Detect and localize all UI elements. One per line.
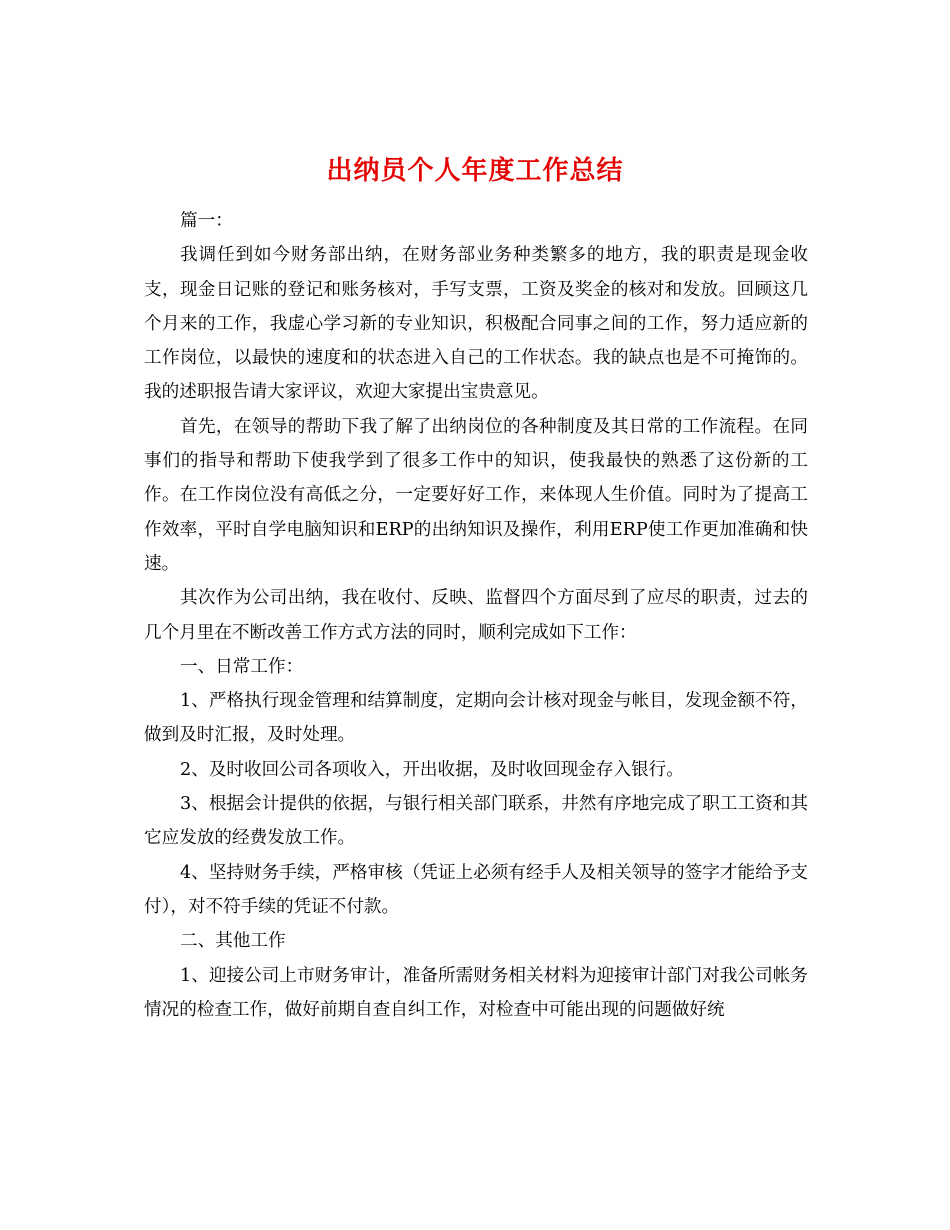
section-heading-other-work: 二、其他工作 (180, 931, 286, 952)
paragraph-second: 其次作为公司出纳，我在收付、反映、监督四个方面尽到了应尽的职责，过去的几个月里在不断改善工作方式方法的同时，顺利完成如下工作： (144, 588, 808, 643)
list-item-daily-4: 4、坚持财务手续，严格审核（凭证上必须有经手人及相关领导的签字才能给予支付），对不符手续的凭证不付款。 (144, 862, 808, 917)
page-title: 出纳员个人年度工作总结 (326, 156, 624, 187)
list-item-daily-3: 3、根据会计提供的依据，与银行相关部门联系，井然有序地完成了职工工资和其它应发放的经费发放工作。 (144, 794, 808, 849)
section-heading-daily-work: 一、日常工作： (180, 656, 304, 677)
paragraph-first: 首先，在领导的帮助下我了解了出纳岗位的各种制度及其日常的工作流程。在同事们的指导和帮助下使我学到了很多工作中的知识，使我最快的熟悉了这份新的工作。在工作岗位没有高低之分，一定要好好工作，来体现人生价值。同时为了提高工作效率，平时自学电脑知识和ERP的出纳知识及操作，利用ERP使工作更加准确和快速。 (144, 416, 808, 574)
list-item-daily-1: 1、严格执行现金管理和结算制度，定期向会计核对现金与帐目，发现金额不符，做到及时汇报，及时处理。 (144, 691, 808, 746)
paragraph-intro: 我调任到如今财务部出纳，在财务部业务种类繁多的地方，我的职责是现金收支，现金日记账的登记和账务核对，手写支票，工资及奖金的核对和发放。回顾这几个月来的工作，我虚心学习新的专业知识，积极配合同事之间的工作，努力适应新的工作岗位，以最快的速度和的状态进入自己的工作状态。我的缺点也是不可掩饰的。我的述职报告请大家评议，欢迎大家提出宝贵意见。 (144, 245, 808, 403)
list-item-other-1: 1、迎接公司上市财务审计，准备所需财务相关材料为迎接审计部门对我公司帐务情况的检查工作，做好前期自查自纠工作，对检查中可能出现的问题做好统 (144, 965, 808, 1020)
document-body (144, 204, 808, 1027)
list-item-daily-2: 2、及时收回公司各项收入，开出收据，及时收回现金存入银行。 (180, 759, 684, 780)
section-heading-part-one: 篇一： (180, 211, 233, 231)
